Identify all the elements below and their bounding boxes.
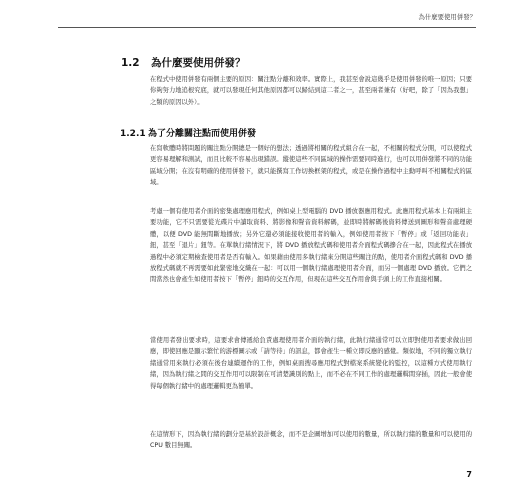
body-paragraph: 考慮一個有使用者介面的密集處理應用程式，例如桌上型電腦的 DVD 播放器應用程式。此應用程式基本上有兩組主要功能，它不只需要從光碟片中讀取資料、將影像和聲音資料解碼，並即時將解碼後資料傳送到圖形和聲音處理硬體，以便 DVD 能無間斷地播放；另外它還必須能接收使用者的輸入，例如使用者按下「暫停」或「返回功能表」鈕，甚至「退片」鈕等。在單執行緒情況下，將 DVD 播放程式碼和使用者介面程式碼摻合在一起，因此程式在播放過程中必須定期檢查使用者是否有輸入。如果藉由使用多執行緒來分開這些關注的點，使用者介面程式碼和 DVD 播放程式碼就不再需要如此緊密地交織在一起：可以用一個執行緒處理使用者介面，而另一個處理 DVD 播放。它們之間當然也會產生如使用者按下「暫停」鈕時的交互作用，但現在這些交互作用會與手頭上的工作直接相關。 — [150, 208, 472, 284]
body-paragraph: 當使用者發出要求時，這要求會傳遞給負責處理使用者介面的執行緒，此執行緒通常可以立即對使用者要求做出回應，即使回應是顯示繁忙的游標圖示或「請等待」的訊息，都會產生一種立即反應的感覺。類似地，不同的獨立執行緒通常用來執行必須在後台連續運作的工作，例如桌面搜尋應用程式對檔案系統變化的監控，以這種方式使用執行緒，因為執行緒之間的交互作用可以限制在可清楚識別的點上，而不必在不同工作的處理邏輯間穿插，因此一般會使得每個執行緒中的處理邏輯更為簡單。 — [150, 337, 472, 390]
section-number: 1.2 — [121, 57, 140, 69]
page-number: 7 — [466, 470, 472, 479]
body-paragraph: 在程式中使用併發有兩個主要的原因：關注點分離和效率。實際上，我甚至會說這幾乎是使用併發的唯一原因；只要你夠努力地追根究底，就可以發現任何其他原因都可以歸結到這二者之一，甚至兩者兼有（好吧，除了「因為我想」之類的原因以外）。 — [150, 76, 472, 106]
body-paragraph: 在這情形下，因為執行緒的劃分是基於設計概念，而不是企圖增加可以使用的數量，所以執行緒的數量和可以使用的 CPU 數目無關。 — [150, 431, 472, 450]
subsection-number: 1.2.1 — [120, 129, 146, 139]
section-title: 為什麼要使用併發？ — [151, 57, 246, 69]
section-heading — [121, 55, 451, 71]
running-header: 為什麼要使用併發？ — [418, 13, 476, 21]
header-rule — [58, 27, 476, 28]
subsection-title: 為了分離關注點而使用併發 — [148, 129, 257, 139]
body-paragraph: 在寫軟體時將問題的關注點分開總是一個好的想法；透過將相關的程式組合在一起，不相關的程式分開，可以使程式更容易理解和測試，而且比較不容易出現錯誤。縱使這些不同區域的操作需要同時進行，也可以用併發將不同的功能區域分開；在沒有明確的使用併發下，就只能撰寫工作切換框架的程式，或是在操作過程中主動呼叫不相關程式的區域。 — [150, 145, 472, 187]
subsection-heading — [120, 127, 450, 141]
